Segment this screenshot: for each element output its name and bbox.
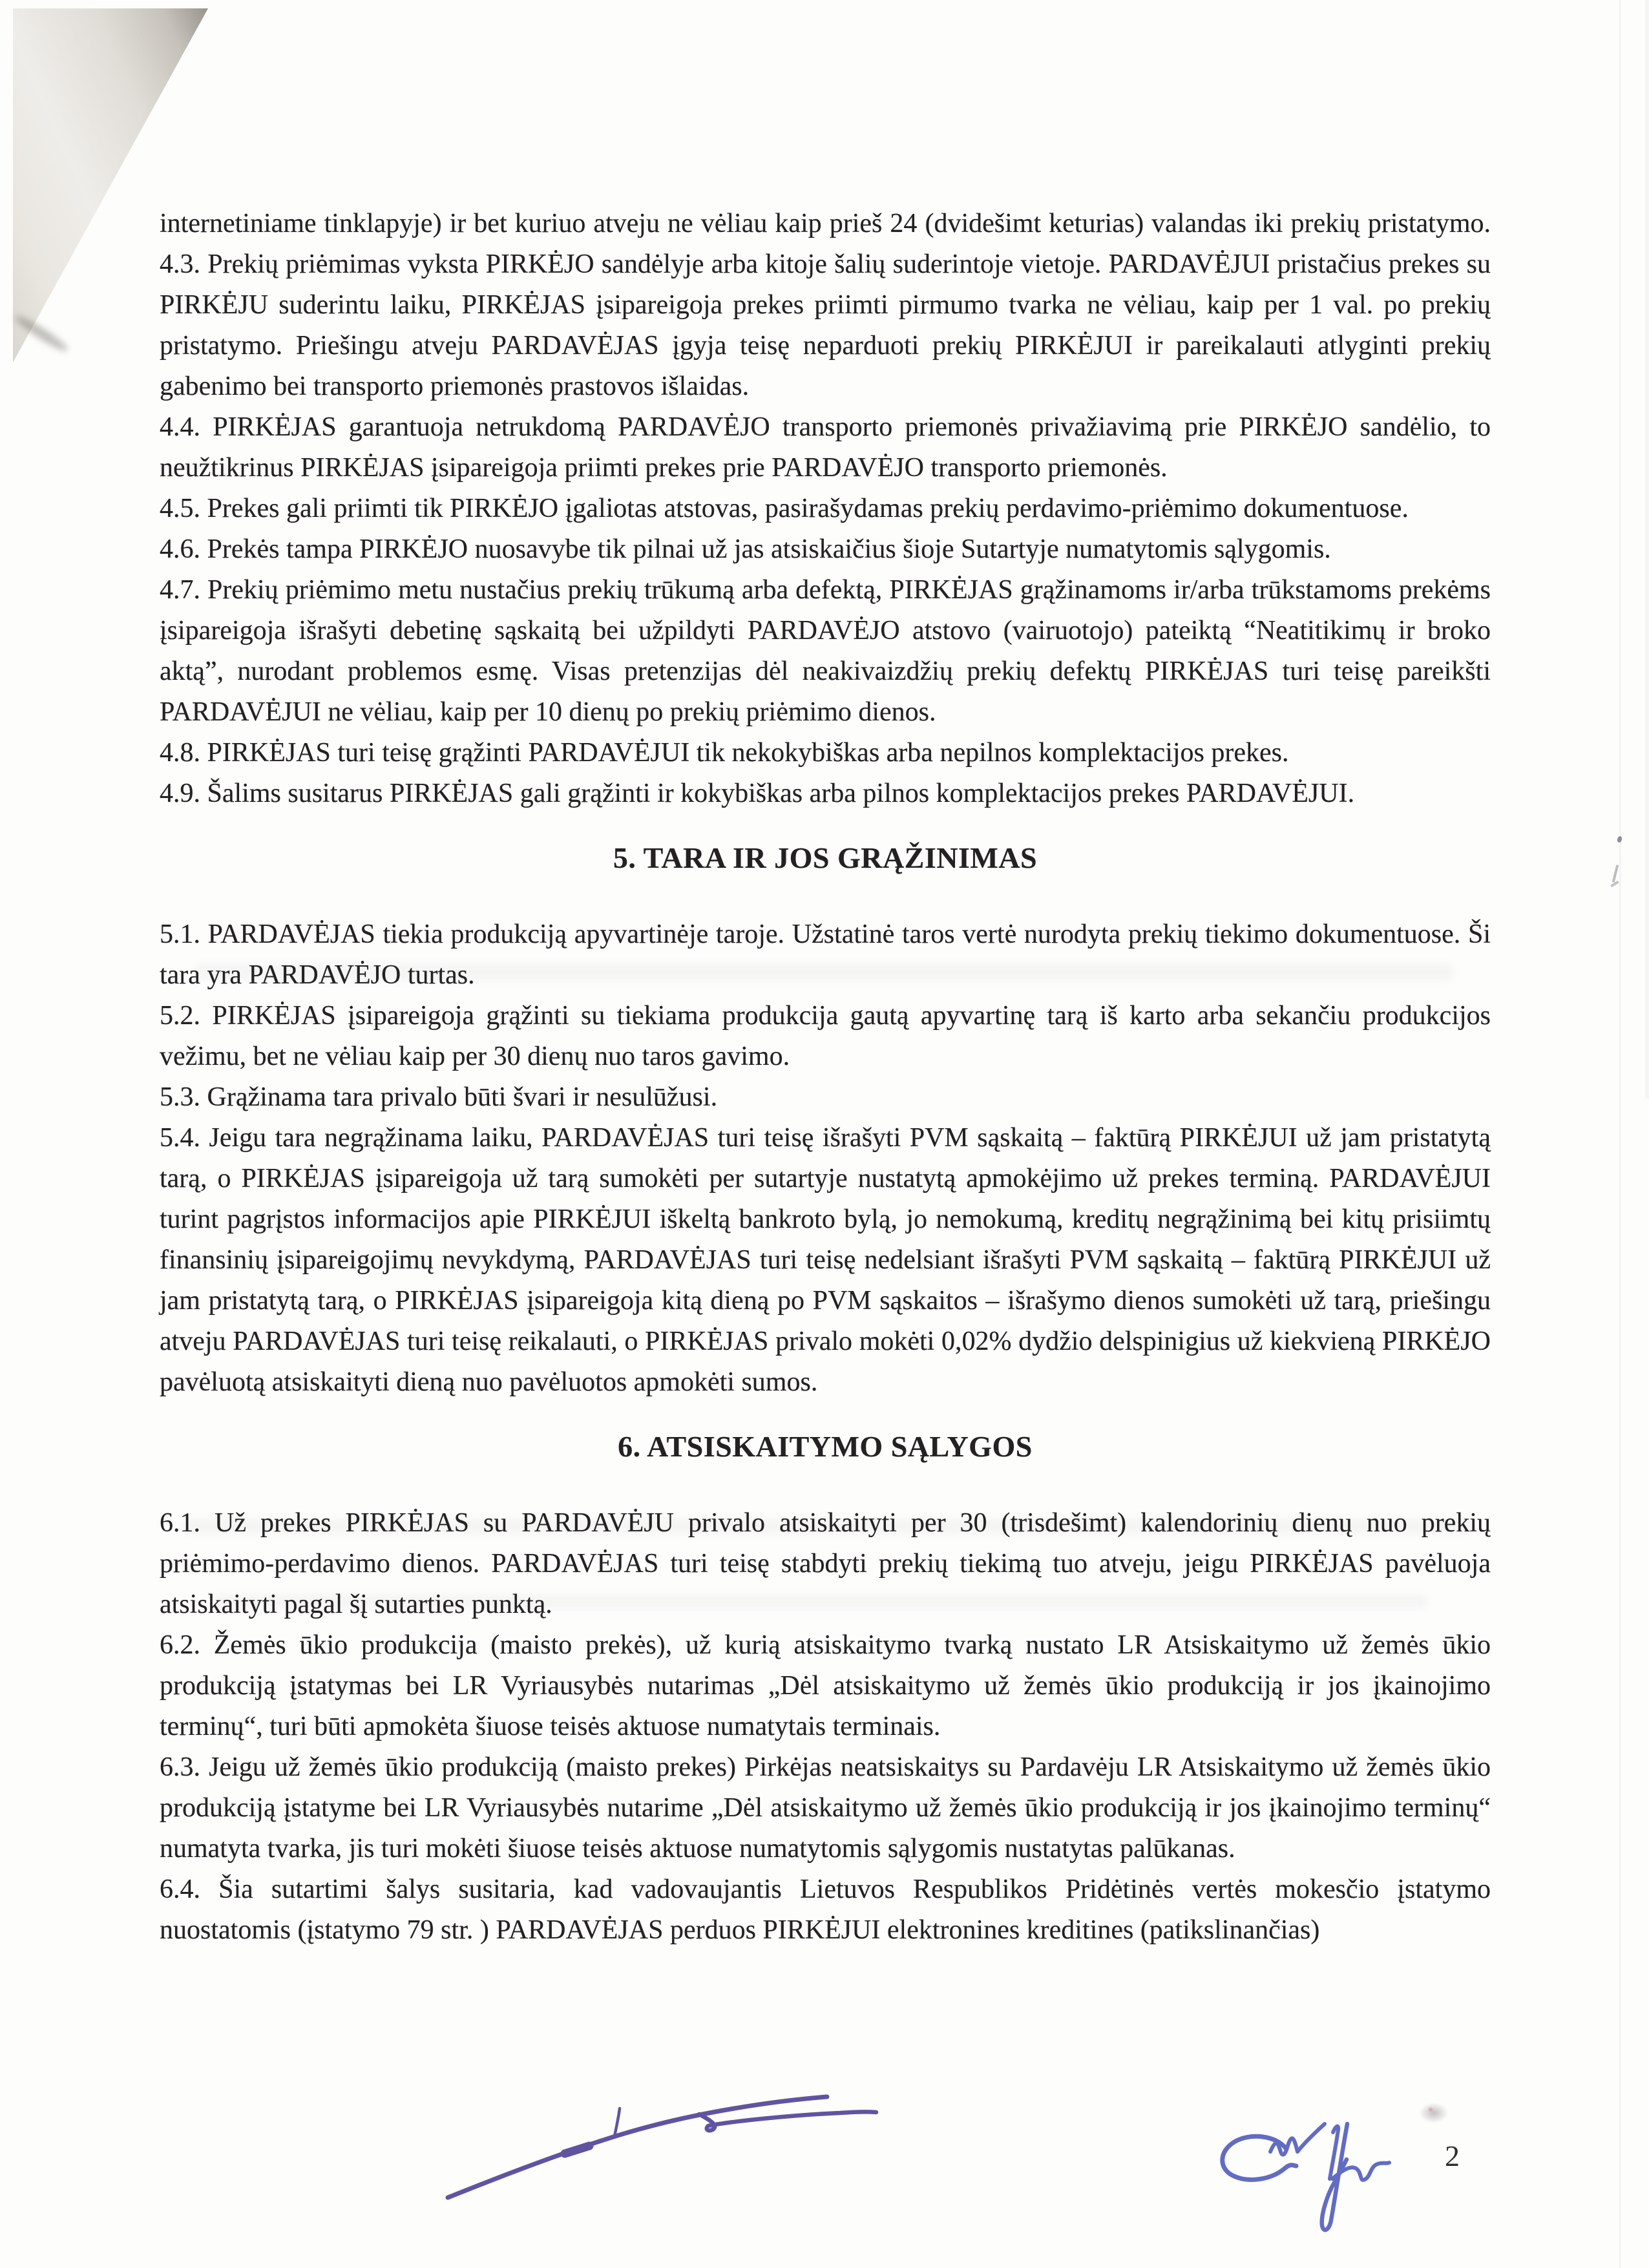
contract-paragraph: 5.1. PARDAVĖJAS tiekia produkciją apyvartinėje taroje. Užstatinė taros vertė nurodyta prekių tiekimo dokumentuose. Ši tara yra PARDAVĖJO turtas. (160, 919, 1491, 990)
contract-paragraph: 5.2. PIRKĖJAS įsipareigoja grąžinti su tiekiama produkcija gautą apyvartinę tarą iš karto arba sekančiu produkcijos vežimu, bet ne vėliau kaip per 30 dienų nuo taros gavimo. (160, 1001, 1491, 1071)
signature-scribble-center (448, 2097, 876, 2198)
contract-paragraph: 4.9. Šalims susitarus PIRKĖJAS gali grąžinti ir kokybiškas arba pilnos komplektacijos prekes PARDAVĖJUI. (160, 779, 1355, 808)
contract-paragraph: 4.7. Prekių priėmimo metu nustačius prekių trūkumą arba defektą, PIRKĖJAS grąžinamoms ir/arba trūkstamoms prekėms įsipareigoja išrašyti debetinę sąskaitą bei užpildyti PARDAVĖJO atstovo (vairuotojo) pateiktą “Neatitikimų ir broko aktą”, nurodant problemos esmę. Visas pretenzijas dėl neakivaizdžių prekių defektų PIRKĖJAS turi teisę pareikšti PARDAVĖJUI ne vėliau, kaip per 10 dienų po prekių priėmimo dienos. (160, 575, 1491, 727)
page-edge-shadow (1645, 0, 1649, 1098)
contract-paragraph: 6.3. Jeigu už žemės ūkio produkciją (maisto prekes) Pirkėjas neatsiskaitys su Pardavėju LR Atsiskaitymo už žemės ūkio produkciją įstatyme bei LR Vyriausybės nutarime „Dėl atsiskaitymo už žemės ūkio produkciją ir jos įkainojimo terminų“ numatyta tvarka, jis turi mokėti šiuose teisės aktuose numatytomis sąlygomis nustatytas palūkanas. (160, 1752, 1491, 1864)
contract-paragraph: 4.8. PIRKĖJAS turi teisę grąžinti PARDAVĖJUI tik nekokybiškas arba nepilnos komplektacijos prekes. (160, 738, 1289, 768)
document-body (160, 0, 1491, 1951)
contract-paragraph: 5.4. Jeigu tara negrąžinama laiku, PARDAVĖJAS turi teisę išrašyti PVM sąskaitą – faktūrą PIRKĖJUI už jam pristatytą tarą, o PIRKĖJAS įsipareigoja už tarą sumokėti per sutartyje nustatytą apmokėjimo už prekes terminą. PARDAVĖJUI turint pagrįstos informacijos apie PIRKĖJUI iškeltą bankroto bylą, jo nemokumą, kreditų negrąžinimą bei kitų prisiimtų finansinių įsipareigojimų nevykdymą, PARDAVĖJAS turi teisę nedelsiant išrašyti PVM sąskaitą – faktūrą PIRKĖJUI už jam pristatytą tarą, o PIRKĖJAS įsipareigoja kitą dieną po PVM sąskaitos – išrašymo dienos sumokėti už tarą, priešingu atveju PARDAVĖJAS turi teisę reikalauti, o PIRKĖJAS privalo mokėti 0,02% dydžio delspinigius už kiekvieną PIRKĖJO pavėluotą atsiskaityti dieną nuo pavėluotos apmokėti sumos. (160, 1123, 1491, 1397)
scanner-streak (1619, 0, 1621, 2268)
section-heading: 5. TARA IR JOS GRĄŽINIMAS (613, 841, 1038, 874)
scan-speck (1612, 865, 1619, 883)
contract-paragraph: 6.2. Žemės ūkio produkcija (maisto prekės), už kurią atsiskaitymo tvarką nustato LR Atsiskaitymo už žemės ūkio produkciją įstatymas bei LR Vyriausybės nutarimas „Dėl atsiskaitymo už žemės ūkio produkciją ir jos įkainojimo terminų“, turi būti apmokėta šiuose teisės aktuose numatytais terminais. (160, 1630, 1491, 1741)
contract-paragraph: 4.5. Prekes gali priimti tik PIRKĖJO įgaliotas atstovas, pasirašydamas prekių perdavimo-priėmimo dokumentuose. (160, 494, 1409, 523)
section-heading: 6. ATSISKAITYMO SĄLYGOS (618, 1430, 1033, 1463)
contract-paragraph: 6.1. Už prekes PIRKĖJAS su PARDAVĖJU privalo atsiskaityti per 30 (trisdešimt) kalendorinių dienų nuo prekių priėmimo-perdavimo dienos. PARDAVĖJAS turi teisę stabdyti prekių tiekimą tuo atveju, jeigu PIRKĖJAS pavėluoja atsiskaityti pagal šį sutarties punktą. (160, 1508, 1491, 1619)
page-number: 2 (1445, 2139, 1460, 2172)
contract-paragraph: 5.3. Grąžinama tara privalo būti švari ir nesulūžusi. (160, 1082, 718, 1112)
scan-speck (1617, 835, 1623, 843)
contract-paragraph: 6.4. Šia sutartimi šalys susitaria, kad vadovaujantis Lietuvos Respublikos Pridėtinės vertės mokesčio įstatymo nuostatomis (įstatymo 79 str. ) PARDAVĖJAS perduos PIRKĖJUI elektronines kreditines (patikslinančias) (160, 1874, 1491, 1945)
ink-smudge (1414, 2099, 1454, 2127)
contract-paragraph: internetiniame tinklapyje) ir bet kuriuo atveju ne vėliau kaip prieš 24 (dvidešimt keturias) valandas iki prekių pristatymo. 4.3. Prekių priėmimas vyksta PIRKĖJO sandėlyje arba kitoje šalių suderintoje vietoje. PARDAVĖJUI pristačius prekes su PIRKĖJU suderintu laiku, PIRKĖJAS įsipareigoja prekes priimti pirmumo tvarka ne vėliau, kaip per 1 val. po prekių pristatymo. Priešingu atveju PARDAVĖJAS įgyja teisę neparduoti prekių PIRKĖJUI ir pareikalauti atlyginti prekių gabenimo bei transporto priemonės prastovos išlaidas. (160, 209, 1491, 401)
contract-paragraph: 4.4. PIRKĖJAS garantuoja netrukdomą PARDAVĖJO transporto priemonės privažiavimą prie PIRKĖJO sandėlio, to neužtikrinus PIRKĖJAS įsipareigoja priimti prekes prie PARDAVĖJO transporto priemonės. (160, 412, 1491, 483)
signature-scribble-right (1223, 2124, 1389, 2230)
contract-paragraph: 4.6. Prekės tampa PIRKĖJO nuosavybe tik pilnai už jas atsiskaičius šioje Sutartyje numatytomis sąlygomis. (160, 534, 1331, 564)
